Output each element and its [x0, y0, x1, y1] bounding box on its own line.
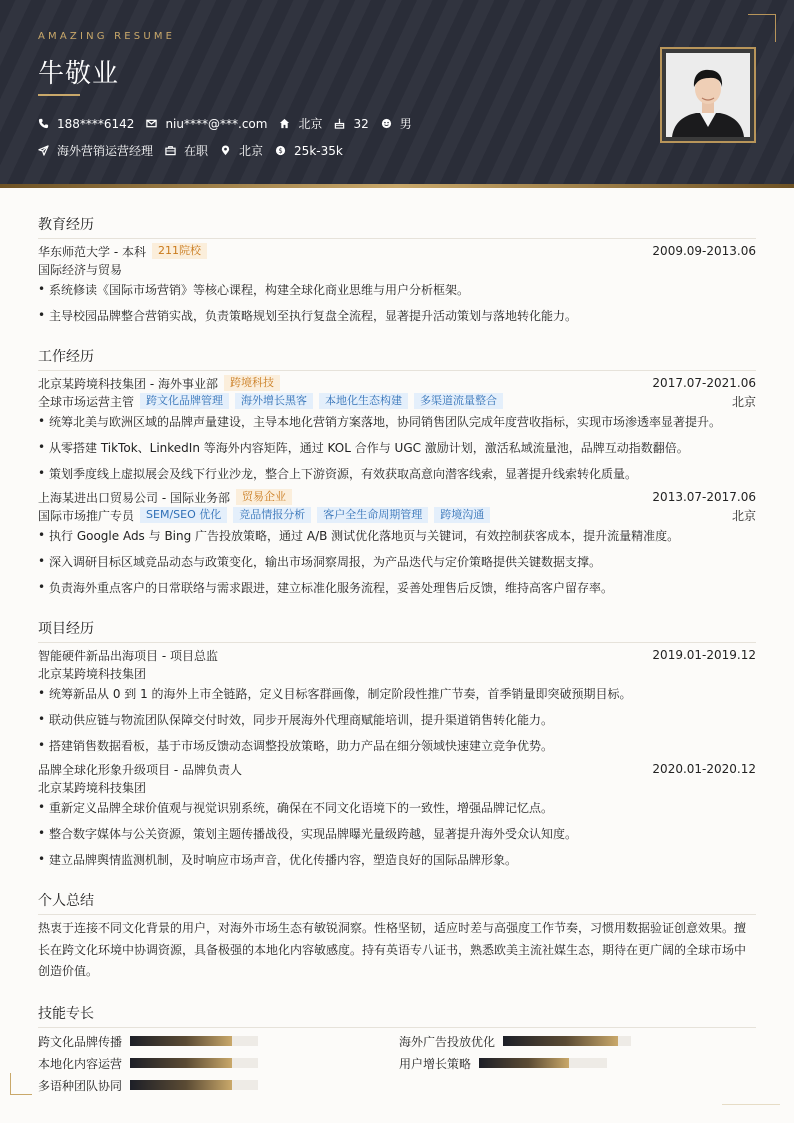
project-org-row: [38, 665, 756, 681]
status-info: [165, 142, 208, 159]
work-city: 北京: [731, 508, 756, 523]
email-text: niu****@***.com: [165, 116, 268, 131]
project-org-row: [38, 779, 756, 795]
name-underline: [38, 94, 80, 96]
work-period: 2013.07-2017.06: [652, 490, 756, 504]
footer-rule: [722, 1104, 780, 1105]
list-item: • 策划季度线上虚拟展会及线下行业沙龙，整合上下游资源，有效获取高意向潜客线索，显著提升线索转化质量。: [38, 466, 638, 481]
work-title-row: [38, 393, 756, 409]
corner-decoration: [748, 14, 776, 42]
skill-name: 海外广告投放优化: [399, 1034, 496, 1049]
smile-icon: [381, 118, 392, 129]
skill-bar-fill: [479, 1058, 569, 1068]
list-item: • 从零搭建 TikTok、LinkedIn 等海外内容矩阵，通过 KOL 合作与 UGC 激励计划，激活私域流量池，品牌互动指数翻倍。: [38, 440, 689, 455]
school-name: 华东师范大学 - 本科: [38, 244, 146, 259]
skill-tag: 多渠道流量整合: [414, 393, 503, 409]
skill-bar-fill: [130, 1058, 232, 1068]
skill-item: [38, 1056, 258, 1070]
major-name: 国际经济与贸易: [38, 262, 123, 277]
target-job-info: [38, 142, 153, 159]
projects-section-title: 项目经历: [38, 618, 756, 643]
skill-tag: 跨文化品牌管理: [140, 393, 229, 409]
list-item: • 整合数字媒体与公关资源，策划主题传播战役，实现品牌曝光量级跨越，显著提升海外受众认知度。: [38, 826, 578, 841]
list-item: • 负责海外重点客户的日常联络与需求跟进，建立标准化服务流程，妥善处理售后反馈，维持高客户留存率。: [38, 580, 614, 595]
project-name: 品牌全球化形象升级项目 - 品牌负责人: [38, 762, 242, 777]
work-entry-header: [38, 375, 756, 391]
svg-text:$: $: [278, 146, 283, 155]
project-entry-header: [38, 647, 756, 663]
resume-header: [0, 0, 794, 184]
location-pin-icon: [220, 145, 231, 156]
brand-label: AMAZING RESUME: [38, 31, 176, 42]
mail-icon: [146, 118, 157, 129]
skill-name: 本地化内容运营: [38, 1056, 123, 1071]
skill-item: [38, 1078, 258, 1092]
skill-name: 跨文化品牌传播: [38, 1034, 123, 1049]
skill-bar: [130, 1080, 258, 1090]
skill-name: 多语种团队协同: [38, 1078, 123, 1093]
skill-tag: SEM/SEO 优化: [140, 507, 227, 523]
gender-text: 男: [399, 117, 412, 131]
list-item: • 执行 Google Ads 与 Bing 广告投放策略，通过 A/B 测试优化落地页与关键词，有效控制获客成本，提升流量精准度。: [38, 528, 680, 543]
job-title: 全球市场运营主管: [38, 394, 135, 409]
project-entry-header: [38, 761, 756, 777]
skill-bar-fill: [130, 1036, 232, 1046]
company-name: 上海某进出口贸易公司 - 国际业务部: [38, 490, 230, 505]
list-item: • 主导校园品牌整合营销实战，负责策略规划至执行复盘全流程，显著提升活动策划与落地转化能力。: [38, 308, 578, 323]
education-major-row: [38, 261, 756, 277]
skill-tag: 跨境沟通: [434, 507, 490, 523]
contact-row: [38, 115, 424, 132]
skill-item: [399, 1034, 631, 1048]
job-intent-row: [38, 142, 355, 159]
school-tag: 211院校: [152, 243, 207, 259]
age-info: [334, 117, 368, 131]
age-text: 32: [353, 116, 369, 131]
skills-section-title: 技能专长: [38, 1003, 756, 1028]
project-org: 北京某跨境科技集团: [38, 666, 147, 681]
money-icon: [275, 145, 286, 156]
city-info: [279, 115, 322, 132]
city-text: 北京: [298, 117, 323, 131]
work-period: 2017.07-2021.06: [652, 376, 756, 390]
salary-text: 25k-35k: [294, 143, 343, 158]
corner-decoration: [10, 1073, 32, 1095]
summary-text: 热衷于连接不同文化背景的用户，对海外市场生态有敏锐洞察。性格坚韧，适应时差与高强度工作节奏，习惯用数据验证创意效果。擅长在跨文化环境中协调资源，具备极强的本地化内容敏感度。持有英语专八证书，熟悉欧美主流社媒生态，期待在更广阔的全球市场中创造价值。: [38, 921, 747, 978]
skill-bar-fill: [130, 1080, 232, 1090]
skill-name: 用户增长策略: [399, 1056, 472, 1071]
list-item: • 统筹北美与欧洲区域的品牌声量建设，主导本地化营销方案落地，协同销售团队完成年度营收指标，实现市场渗透率显著提升。: [38, 414, 722, 429]
header-divider: [0, 184, 794, 188]
phone-info: [38, 117, 134, 131]
send-icon: [38, 145, 49, 156]
list-item: • 重新定义品牌全球价值观与视觉识别系统，确保在不同文化语境下的一致性，增强品牌记忆点。: [38, 800, 554, 815]
list-item: • 系统修读《国际市场营销》等核心课程，构建全球化商业思维与用户分析框架。: [38, 282, 470, 297]
target-city-info: [220, 142, 263, 159]
skill-tag: 客户全生命周期管理: [317, 507, 428, 523]
home-icon: [279, 118, 290, 129]
project-period: 2020.01-2020.12: [652, 762, 756, 776]
skill-bar: [503, 1036, 631, 1046]
company-tag: 贸易企业: [236, 489, 292, 505]
work-section-title: 工作经历: [38, 346, 756, 371]
education-entry-header: [38, 243, 756, 259]
skill-tag: 竞品情报分析: [233, 507, 311, 523]
skill-item: [399, 1056, 607, 1070]
project-period: 2019.01-2019.12: [652, 648, 756, 662]
skill-item: [38, 1034, 258, 1048]
list-item: • 统筹新品从 0 到 1 的海外上市全链路，定义目标客群画像，制定阶段性推广节奏，首季销量即突破预期目标。: [38, 686, 632, 701]
person-avatar-icon: [666, 53, 750, 137]
target-city-text: 北京: [239, 144, 264, 158]
list-item: • 搭建销售数据看板，基于市场反馈动态调整投放策略，助力产品在细分领域快速建立竞争优势。: [38, 738, 554, 753]
profile-photo: [666, 53, 750, 137]
phone-text: 188****6142: [57, 116, 135, 131]
company-tag: 跨境科技: [224, 375, 280, 391]
education-section-title: 教育经历: [38, 214, 756, 239]
list-item: • 建立品牌舆情监测机制，及时响应市场声音，优化传播内容，塑造良好的国际品牌形象。: [38, 852, 518, 867]
skill-tag: 海外增长黑客: [235, 393, 313, 409]
phone-icon: [38, 118, 49, 129]
briefcase-icon: [165, 145, 176, 156]
work-entry-header: [38, 489, 756, 505]
list-item: • 联动供应链与物流团队保障交付时效，同步开展海外代理商赋能培训，提升渠道销售转化能力。: [38, 712, 554, 727]
email-info: [146, 117, 267, 131]
photo-frame: [660, 47, 756, 143]
skill-bar-fill: [503, 1036, 618, 1046]
gender-info: [381, 115, 412, 132]
project-org: 北京某跨境科技集团: [38, 780, 147, 795]
status-text: 在职: [184, 144, 209, 158]
salary-info: [275, 144, 343, 158]
list-item: • 深入调研目标区域竞品动态与政策变化，输出市场洞察周报，为产品迭代与定价策略提供关键数据支撑。: [38, 554, 602, 569]
company-name: 北京某跨境科技集团 - 海外事业部: [38, 376, 218, 391]
skill-bar: [130, 1058, 258, 1068]
work-city: 北京: [731, 394, 756, 409]
skill-bar: [130, 1036, 258, 1046]
skill-tag: 本地化生态构建: [319, 393, 408, 409]
target-job-text: 海外营销运营经理: [57, 144, 154, 158]
candidate-name: 牛敬业: [38, 59, 120, 89]
skill-bar: [479, 1058, 607, 1068]
job-title: 国际市场推广专员: [38, 508, 135, 523]
project-name: 智能硬件新品出海项目 - 项目总监: [38, 648, 218, 663]
summary-section-title: 个人总结: [38, 890, 756, 915]
work-title-row: [38, 507, 756, 523]
cake-icon: [334, 118, 345, 129]
education-period: 2009.09-2013.06: [652, 244, 756, 258]
